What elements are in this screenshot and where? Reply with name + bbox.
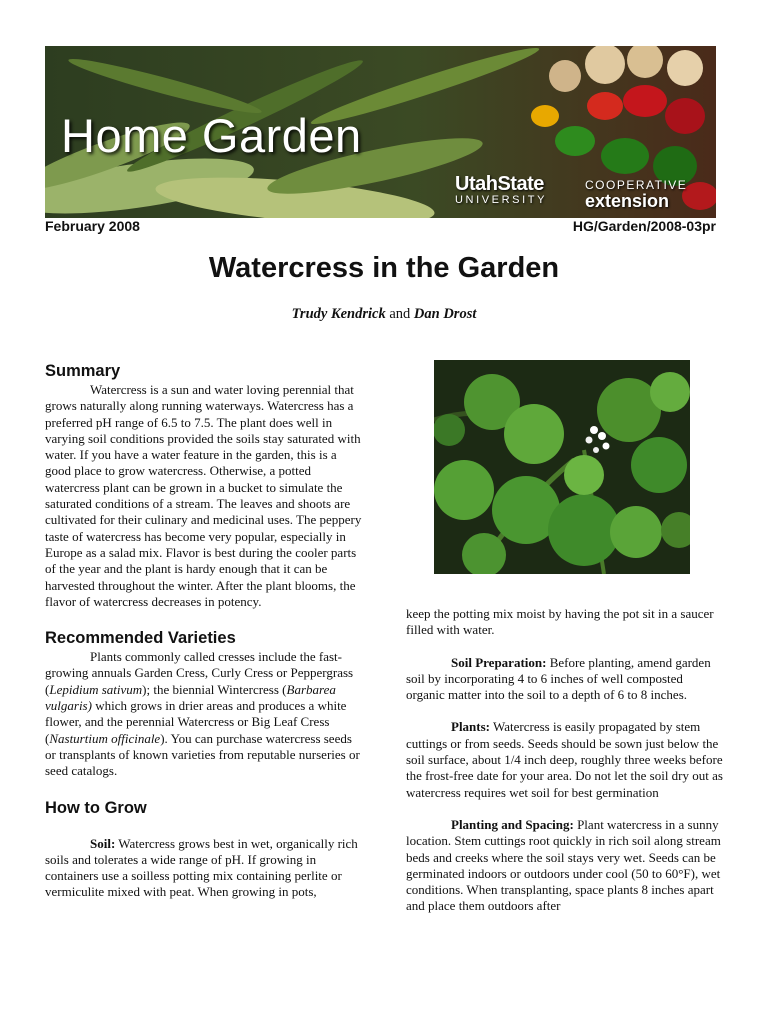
varieties-text (45, 649, 363, 779)
scientific-name-2: Barbarea vulgaris) (45, 681, 336, 714)
varieties-text-3: which grows in drier areas and produces a white flower, and the perennial Watercress or Big Leaf Cress ( (45, 698, 347, 746)
scientific-name-3: Nasturtium officinale (49, 730, 161, 746)
author-first: Trudy Kendrick (291, 306, 386, 322)
varieties-text-1: Plants commonly called cresses include the fast-growing annuals Garden Cress, Curly Cress or Peppergrass ( (45, 649, 354, 697)
extension-logo[interactable] (585, 178, 687, 210)
publication-date: February 2008 (45, 218, 140, 234)
left-column (45, 360, 363, 901)
banner (45, 46, 716, 218)
right-column (406, 606, 724, 931)
soil-preparation-paragraph (406, 655, 724, 704)
page-title: Watercress in the Garden (208, 252, 560, 284)
extension-logo-line2: extension (585, 191, 670, 211)
publication-code: HG/Garden/2008-03pr (572, 218, 716, 234)
how-to-grow-heading: How to Grow (45, 798, 147, 817)
continuation-paragraph: keep the potting mix moist by having the pot sit in a saucer filled with water. (406, 606, 714, 638)
extension-logo-line1: COOPERATIVE (585, 178, 688, 192)
banner-title: Home Garden (61, 109, 362, 162)
scientific-name-1: Lepidium sativum (49, 681, 143, 697)
plants-paragraph (406, 719, 724, 800)
summary-heading: Summary (45, 362, 121, 380)
soil-preparation-label: Soil Preparation: (451, 654, 547, 670)
planting-spacing-paragraph (406, 817, 724, 915)
usu-logo-line1: UtahState (455, 173, 544, 195)
authors-conjunction: and (389, 306, 411, 322)
planting-spacing-text: Plant watercress in a sunny location. Stem cuttings root quickly in rich soil along stream beds and creeks where the soil stays very wet. Seeds can be germinated indoors or outdoors under cool (50 to 60°F), wet conditions. When transplanting, space plants 8 inches apart and place them outdoors after (406, 816, 721, 914)
soil-paragraph (45, 836, 363, 901)
planting-spacing-label: Planting and Spacing: (451, 816, 574, 832)
varieties-text-4: ). You can purchase watercress seeds or transplants of known varieties from reputable nurseries or seed catalogs. (45, 730, 360, 779)
authors (0, 306, 768, 323)
usu-logo-line2: UNIVERSITY (455, 194, 548, 206)
soil-preparation-text: Before planting, amend garden soil by incorporating 4 to 6 inches of well composted organic matter into the soil to a depth of 6 to 8 inches. (406, 654, 711, 703)
varieties-text-2: ); the biennial Wintercress ( (142, 681, 287, 697)
soil-text: Watercress grows best in wet, organically rich soils and tolerates a wide range of pH. If growing in containers use a soilless potting mix containing perlite or vermiculite mixed with peat. When growing in pots, (45, 835, 358, 900)
varieties-heading: Recommended Varieties (45, 629, 236, 648)
watercress-photo-icon (434, 360, 690, 574)
usu-logo[interactable] (455, 174, 547, 206)
plants-label: Plants: (451, 719, 490, 735)
summary-text: Watercress is a sun and water loving perennial that grows naturally along running waterways. Watercress has a preferred pH range of 6.5 to 7.5. The plant does well in varying soil conditions provided the soils stay saturated with water. If you have a water feature in the garden, this is a good place to grow watercress. Otherwise, a potted watercress plant can be grown in a bucket to simulate the saturated conditions of a stream. The leaves and shoots are cultivated for their culinary and medicinal uses. The peppery taste of watercress has become very popular, especially in Europe as a salad mix. Flavor is best during the cooler parts of the year and the plant is hardy enough that it can be harvested throughout the winter. After the plant blooms, the flavor of watercress decreases in potency. (45, 382, 362, 609)
plants-text: Watercress is easily propagated by stem cuttings or from seeds. Seeds should be sown just below the soil surface, about 1/4 inch deep, roughly three weeks before the frost-free date for your area. Do not let the soil dry out as watercress requires wet soil for best germination (406, 719, 723, 800)
author-second: Dan Drost (413, 306, 477, 322)
soil-label: Soil: (90, 835, 116, 851)
watercress-photo (434, 360, 690, 574)
